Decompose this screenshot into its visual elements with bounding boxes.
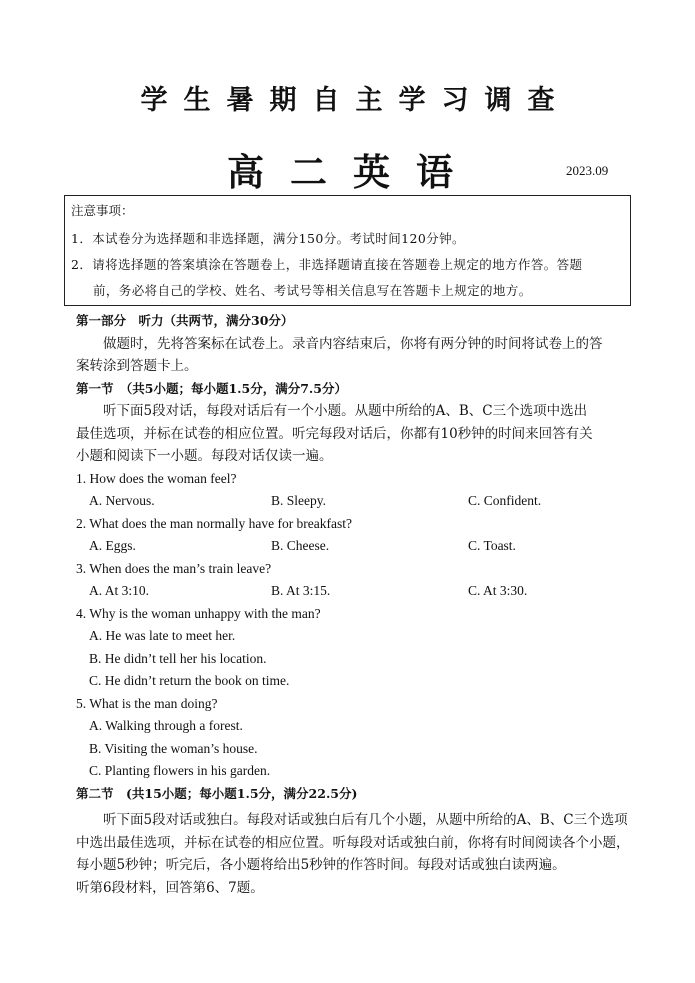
- question-2-options: [76, 535, 626, 558]
- question-5: 5. What is the man doing?: [76, 695, 218, 711]
- section1-heading: 第一节 （共5小题；每小题1.5分，满分7.5分）: [76, 380, 347, 396]
- option-c: C. At 3:30.: [468, 583, 528, 598]
- exam-subject: 高二英语: [227, 150, 479, 194]
- option-c: C. Toast.: [468, 538, 516, 553]
- question-3: 3. When does the man’s train leave?: [76, 560, 272, 576]
- option-b: B. At 3:15.: [271, 583, 331, 598]
- question-3-options: [76, 580, 626, 603]
- section1-intro-line-3: 小题和阅读下一小题。每段对话仅读一遍。: [76, 448, 333, 464]
- exam-title: 学生暑期自主学习调查: [140, 85, 571, 116]
- part1-heading: 第一部分 听力（共两节，满分30分）: [76, 313, 294, 328]
- part1-intro-line-2: 案转涂到答题卡上。: [76, 358, 198, 374]
- section2-intro-line-2: 中选出最佳选项，并标在试卷的相应位置。听每段对话或独白前，你将有时间阅读各个小题，: [76, 834, 630, 851]
- question-2: 2. What does the man normally have for breakfast?: [76, 515, 353, 531]
- notice-item-2-cont: 前，务必将自己的学校、姓名、考试号等相关信息写在答题卡上规定的地方。: [93, 283, 532, 298]
- option-b: B. Sleepy.: [271, 493, 326, 508]
- part1-intro-line-1: 做题时，先将答案标在试卷上。录音内容结束后，你将有两分钟的时间将试卷上的答: [103, 335, 603, 352]
- section2-intro-line-3: 每小题5秒钟；听完后，各小题将给出5秒钟的作答时间。每段对话或独白读两遍。: [76, 857, 566, 873]
- notice-item-2: 2．请将选择题的答案填涂在答题卷上，非选择题请直接在答题卷上规定的地方作答。答题: [71, 257, 583, 272]
- option-a: A. He was late to meet her.: [89, 628, 236, 643]
- option-a: A. Walking through a forest.: [89, 718, 243, 733]
- option-b: B. Cheese.: [271, 538, 330, 553]
- option-c: C. Planting flowers in his garden.: [89, 763, 271, 778]
- option-a: A. Nervous.: [89, 493, 155, 508]
- section2-heading: 第二节 (共15小题；每小题1.5分，满分22.5分): [76, 785, 358, 801]
- notice-item-1: 1．本试卷分为选择题和非选择题，满分150分。考试时间120分钟。: [71, 231, 465, 246]
- option-a: A. Eggs.: [89, 538, 136, 553]
- option-b: B. He didn’t tell her his location.: [89, 650, 267, 666]
- section1-intro-line-1: 听下面5段对话，每段对话后有一个小题。从题中所给的A、B、C三个选项中选出: [103, 403, 588, 419]
- section1-intro-line-2: 最佳选项，并标在试卷的相应位置。听完每段对话后，你都有10秒钟的时间来回答有关: [76, 425, 593, 442]
- section2-intro-line-1: 听下面5段对话或独白。每段对话或独白后有几个小题，从题中所给的A、B、C三个选项: [103, 812, 628, 828]
- notice-box: [64, 195, 631, 306]
- section2-last-line: 听第6段材料，回答第6、7题。: [76, 879, 264, 896]
- option-c: C. Confident.: [468, 493, 542, 508]
- exam-date: 2023.09: [566, 163, 609, 178]
- option-c: C. He didn’t return the book on time.: [89, 673, 290, 688]
- question-1: 1. How does the woman feel?: [76, 470, 237, 486]
- option-b: B. Visiting the woman’s house.: [89, 740, 258, 756]
- question-4: 4. Why is the woman unhappy with the man?: [76, 605, 321, 621]
- exam-content: [76, 310, 630, 899]
- option-a: A. At 3:10.: [89, 583, 150, 598]
- question-1-options: [76, 490, 626, 513]
- notice-title: 注意事项：: [71, 203, 134, 218]
